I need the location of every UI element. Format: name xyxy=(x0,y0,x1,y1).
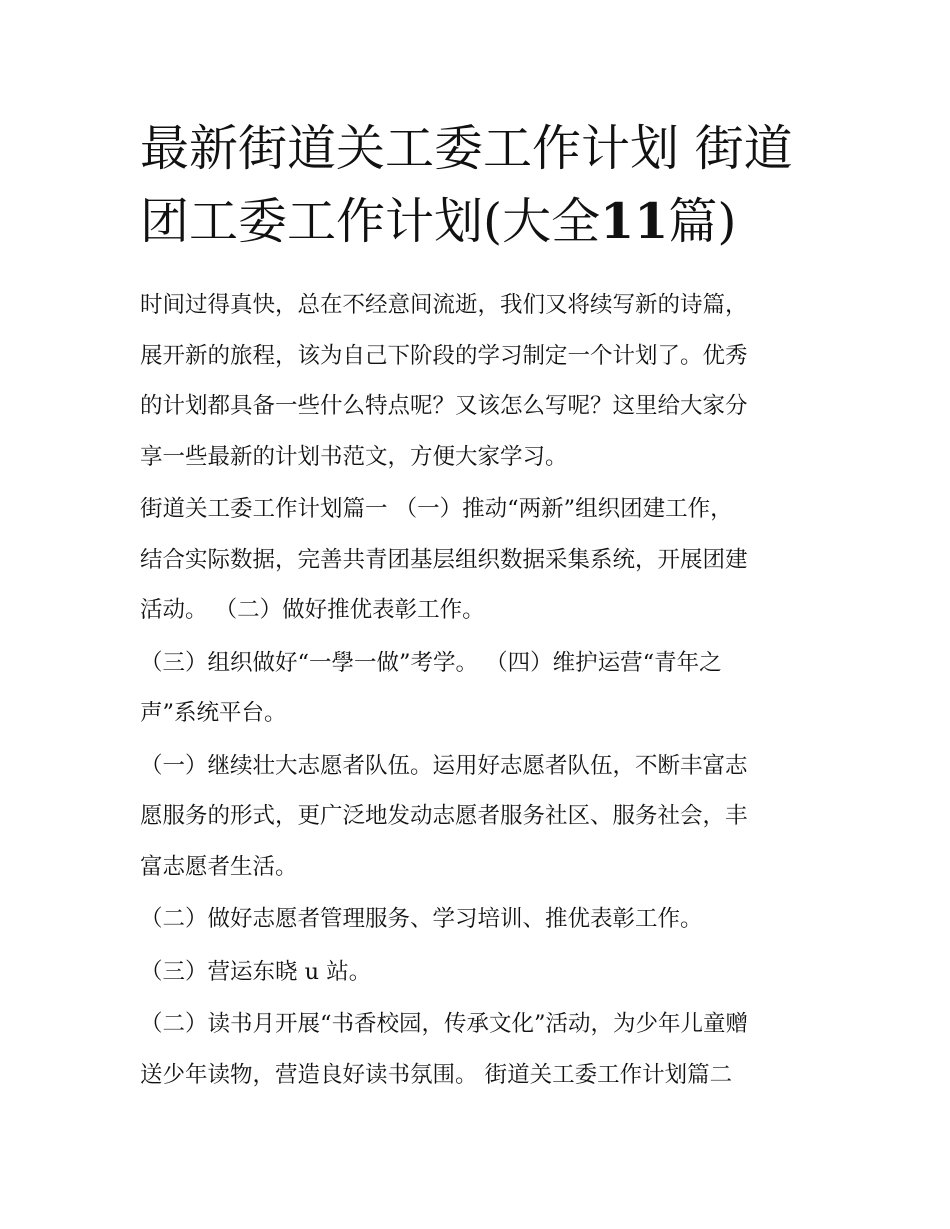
text-line: 街道关工委工作计划篇一 （一）推动“两新”组织团建工作， xyxy=(140,496,733,522)
document-page xyxy=(140,112,820,1102)
title-line-2-suffix: 篇) xyxy=(668,193,737,250)
text-line: 富志愿者生活。 xyxy=(140,853,298,880)
text-line: 声”系统平台。 xyxy=(140,700,287,726)
title-count: 11 xyxy=(600,192,669,250)
text-line: 享一些最新的计划书范文，方便大家学习。 xyxy=(140,443,568,470)
text-line: 结合实际数据，完善共青团基层组织数据采集系统，开展团建 xyxy=(140,546,748,573)
text-line: 展开新的旅程，该为自己下阶段的学习制定一个计划了。优秀 xyxy=(140,342,748,369)
text-line: 送少年读物，营造良好读书氛围。 街道关工委工作计划篇二 xyxy=(140,1061,733,1088)
text-line: （三）营运东晓 u 站。 xyxy=(140,958,372,985)
text-line: （三）组织做好“一學一做”考学。 （四）维护运营“青年之 xyxy=(140,649,722,676)
paragraph-u-station xyxy=(140,947,820,998)
title-line-2 xyxy=(140,185,820,258)
title-line-2-text: 团工委工作计划(大全 xyxy=(140,193,601,250)
paragraph-reading-month xyxy=(140,999,820,1100)
text-line: 活动。 （二）做好推优表彰工作。 xyxy=(140,597,485,623)
paragraph-plan-3-4 xyxy=(140,638,820,739)
title-line-1: 最新街道关工委工作计划 街道 xyxy=(140,120,793,177)
text-line: 时间过得真快，总在不经意间流逝，我们又将续写新的诗篇， xyxy=(140,292,748,318)
text-line: （二）读书月开展“书香校园，传承文化”活动，为少年儿童赠 xyxy=(140,1011,749,1037)
text-line: 的计划都具备一些什么特点呢？又该怎么写呢？这里给大家分 xyxy=(140,393,748,419)
paragraph-intro xyxy=(140,280,820,482)
document-title xyxy=(140,112,820,258)
text-line: （二）做好志愿者管理服务、学习培训、推优表彰工作。 xyxy=(140,906,703,932)
text-line: （一）继续壮大志愿者队伍。运用好志愿者队伍，不断丰富志 xyxy=(140,752,748,779)
paragraph-volunteers xyxy=(140,741,820,893)
paragraph-volunteer-management xyxy=(140,894,820,945)
paragraph-plan-1 xyxy=(140,484,820,636)
text-line: 愿服务的形式，更广泛地发动志愿者服务社区、服务社会，丰 xyxy=(140,803,748,829)
